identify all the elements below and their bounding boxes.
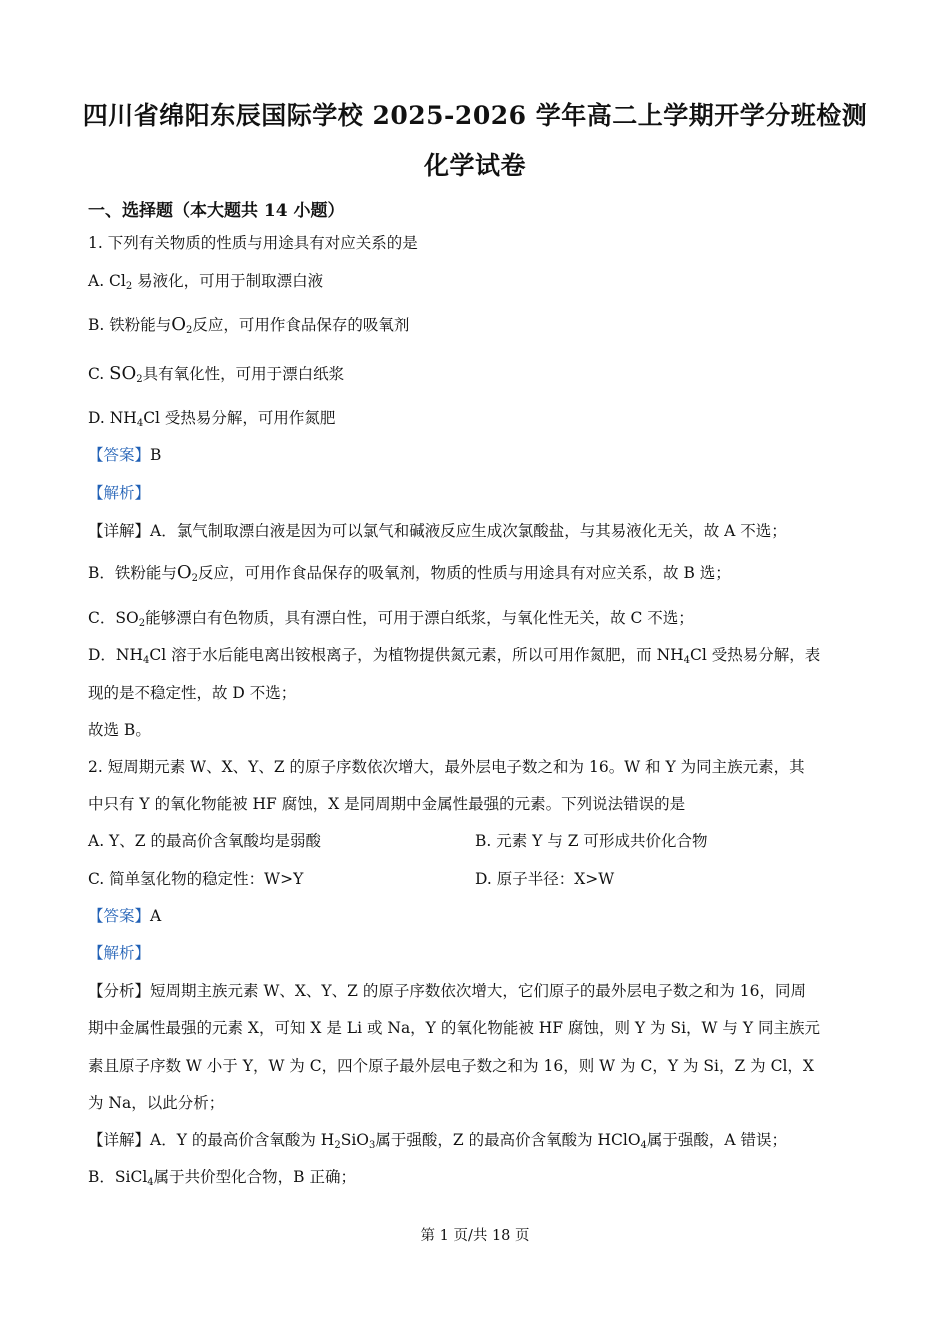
q2-analysis-tag: 【解析】 (88, 944, 151, 962)
q1-option-c: C. $SO_2$具有氧化性，可用于漂白纸浆 (88, 363, 345, 385)
q1-option-a: A. $Cl_2$ 易液化，可用于制取漂白液 (88, 272, 324, 292)
section-heading: 一、选择题（本大题共 14 小题） (88, 201, 345, 221)
q1-analysis-tag: 【解析】 (88, 484, 151, 502)
q2-detail-b: B．SiCl$_4$属于共价型化合物，B 正确； (88, 1168, 356, 1188)
q1-detail-a: 【详解】A．氯气制取漂白液是因为可以氯气和碱液反应生成次氯酸盐，与其易液化无关，故 A 不选； (88, 522, 787, 540)
q2-detail-a: 【详解】A．Y 的最高价含氧酸为 $H_2SiO_3$属于强酸，Z 的最高价含氧酸为 HClO$_4$属于强酸，A 错误； (88, 1131, 788, 1151)
title-line-2: 化学试卷 (423, 151, 526, 180)
q1-detail-d-line1: D．$NH_4Cl$ 溶于水后能电离出铵根离子，为植物提供氮元素，所以可用作氮肥，而 $NH_4Cl$ 受热易分解，表 (88, 646, 821, 666)
q1-option-b: B. 铁粉能与$O_2$反应，可用作食品保存的吸氧剂 (88, 314, 410, 336)
q2-option-a: A. Y、Z 的最高价含氧酸均是弱酸 (88, 832, 321, 850)
page-footer: 第 1 页/共 18 页 (420, 1228, 530, 1244)
q1-stem: 1. 下列有关物质的性质与用途具有对应关系的是 (88, 234, 418, 252)
q2-option-c: C. 简单氢化物的稳定性：W>Y (88, 870, 304, 888)
q2-option-d: D. 原子半径：X>W (475, 870, 615, 888)
q2-option-b: B. 元素 Y 与 Z 可形成共价化合物 (475, 832, 708, 850)
q2-answer: 【答案】A (88, 907, 162, 925)
q2-fenxi-line2: 期中金属性最强的元素 X，可知 X 是 Li 或 Na，Y 的氧化物能被 HF 腐蚀，则 Y 为 Si，W 与 Y 同主族元 (88, 1019, 821, 1037)
title-line-1: 四川省绵阳东辰国际学校 2025-2026 学年高二上学期开学分班检测 (82, 101, 868, 130)
q1-detail-b: B．铁粉能与$O_2$反应，可用作食品保存的吸氧剂，物质的性质与用途具有对应关系，故 B 选； (88, 562, 731, 584)
q1-answer: 【答案】B (88, 446, 162, 464)
q2-stem-line1: 2. 短周期元素 W、X、Y、Z 的原子序数依次增大，最外层电子数之和为 16。W 和 Y 为同主族元素，其 (88, 758, 805, 776)
q1-option-d: D. $NH_4Cl$ 受热易分解，可用作氮肥 (88, 409, 336, 429)
q2-fenxi-line1: 【分析】短周期主族元素 W、X、Y、Z 的原子序数依次增大，它们原子的最外层电子数之和为 16，同周 (88, 982, 806, 1000)
q1-conclusion: 故选 B。 (88, 721, 151, 739)
q2-stem-line2: 中只有 Y 的氧化物能被 HF 腐蚀，X 是同周期中金属性最强的元素。下列说法错误的是 (88, 795, 686, 813)
q2-fenxi-line4: 为 Na，以此分析； (88, 1094, 225, 1112)
q1-detail-c: C．$SO_2$能够漂白有色物质，具有漂白性，可用于漂白纸浆，与氧化性无关，故 C 不选； (88, 609, 694, 629)
q1-detail-d-line2: 现的是不稳定性，故 D 不选； (88, 684, 297, 702)
q2-fenxi-line3: 素且原子序数 W 小于 Y，W 为 C，四个原子最外层电子数之和为 16，则 W 为 C，Y 为 Si，Z 为 Cl，X (88, 1057, 814, 1075)
